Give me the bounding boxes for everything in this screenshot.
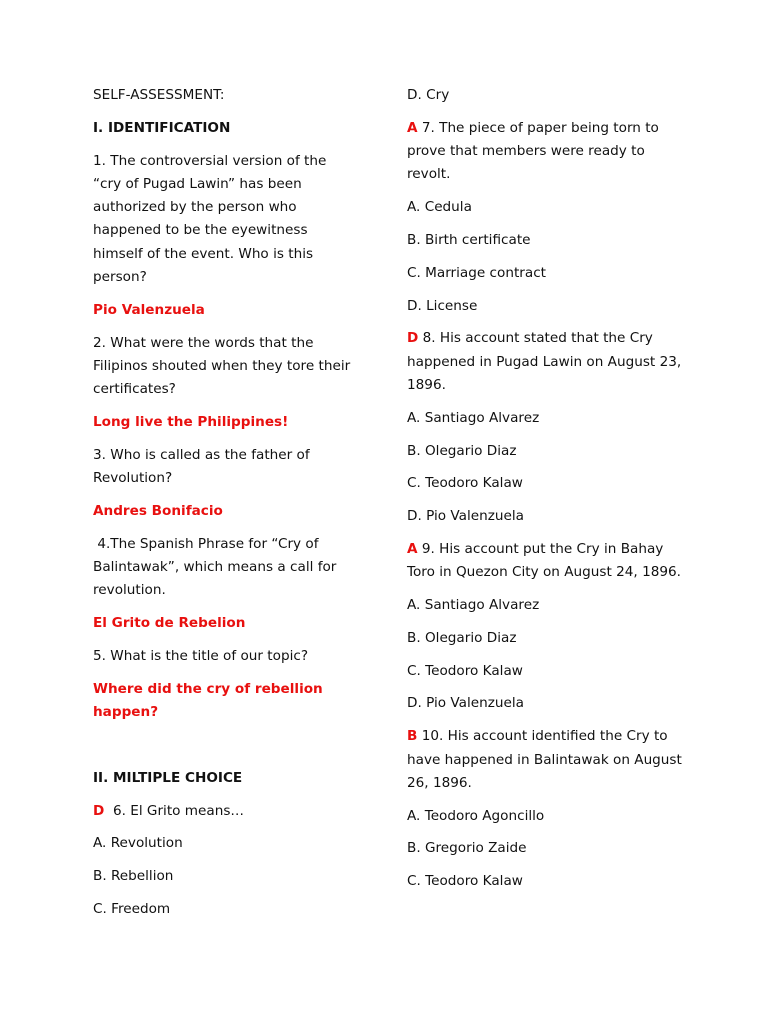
option-9b: B. Olegario Diaz [407,629,517,646]
option-8a: A. Santiago Alvarez [407,409,540,426]
question-7-text: 7. The piece of paper being torn to prove that members were ready to revolt. [407,119,664,183]
spacer [93,734,358,767]
option-7a: A. Cedula [407,199,472,216]
option-9c: C. Teodoro Kalaw [407,662,523,679]
answer-key-8: D [407,330,419,347]
option-10a: A. Teodoro Agoncillo [407,807,545,824]
question-10-text: 10. His account identified the Cry to have happened in Balintawak on August 26, 1896. [407,728,687,791]
option-6b: B. Rebellion [93,868,174,885]
question-7 [407,117,687,187]
right-column [407,84,687,903]
section-heading-identification: I. IDENTIFICATION [93,119,231,136]
option-7b: B. Birth certificate [407,231,531,248]
question-10 [407,725,687,795]
answer-key-10: B [407,728,418,745]
option-6c: C. Freedom [93,901,171,918]
answer-key-6: D [93,802,105,819]
option-8d: D. Pio Valenzuela [407,508,524,525]
answer-1: Pio Valenzuela [93,301,205,318]
answer-2: Long live the Philippines! [93,414,289,431]
question-6-text: 6. El Grito means… [104,802,245,819]
option-9a: A. Santiago Alvarez [407,597,540,614]
option-9d: D. Pio Valenzuela [407,695,524,712]
question-1: 1. The controversial version of the “cry of Pugad Lawin” has been authorized by the person who happened to be the eyewitness himself of the event. Who is this person? [93,152,327,286]
option-10b: B. Gregorio Zaide [407,840,527,857]
answer-5: Where did the cry of rebellion happen? [93,680,323,721]
question-9-text: 9. His account put the Cry in Bahay Toro in Quezon City on August 24, 1896. [407,540,681,581]
option-6d: D. Cry [407,87,450,103]
option-8b: B. Olegario Diaz [407,442,517,459]
question-8-text: 8. His account stated that the Cry happened in Pugad Lawin on August 23, 1896. [407,330,686,393]
question-9 [407,538,687,585]
option-7c: C. Marriage contract [407,264,547,281]
section-heading-multiple-choice: II. MILTIPLE CHOICE [93,769,243,786]
option-10c: C. Teodoro Kalaw [407,873,523,890]
document-title: SELF-ASSESSMENT: [93,87,225,103]
question-3: 3. Who is called as the father of Revolution? [93,446,310,487]
answer-key-9: A [407,540,418,557]
question-6 [93,800,358,823]
question-4: 4.The Spanish Phrase for “Cry of Balintawak”, which means a call for revolution. [93,535,341,599]
question-5: 5. What is the title of our topic? [93,647,309,664]
left-column [93,84,358,931]
question-2: 2. What were the words that the Filipinos shouted when they tore their certificates? [93,334,351,398]
answer-3: Andres Bonifacio [93,502,223,519]
question-8 [407,327,687,397]
option-6a: A. Revolution [93,835,183,852]
option-8c: C. Teodoro Kalaw [407,475,523,492]
option-7d: D. License [407,297,478,314]
answer-key-7: A [407,119,418,136]
answer-4: El Grito de Rebelion [93,615,246,632]
